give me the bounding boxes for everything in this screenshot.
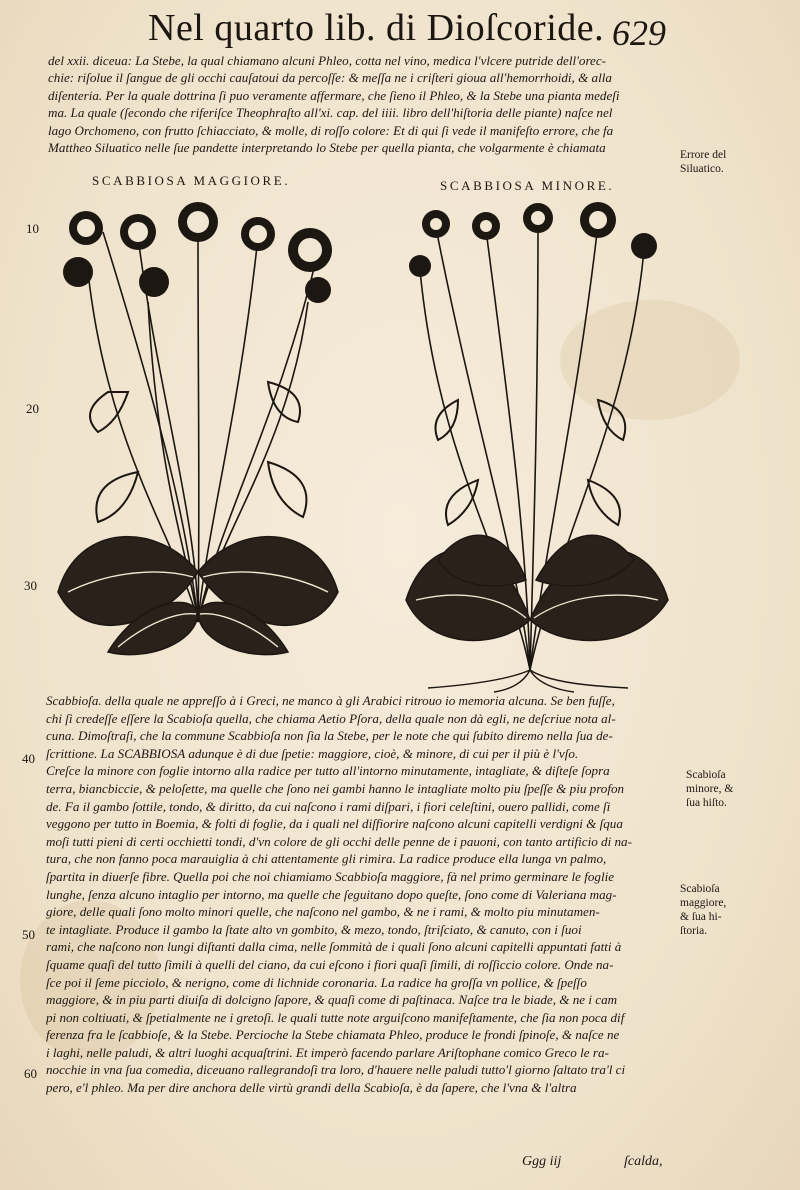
woodcut-scabbiosa-maggiore [48, 192, 348, 664]
text-line: i laghi, nelle paludi, & altri luoghi acquaſtrini. Et imperò facendo parlare Ariſtophane comico Greco le ra- [46, 1044, 609, 1060]
line-number: 30 [24, 578, 37, 593]
margin-note-line: ſua hiſto. [686, 797, 727, 809]
text-line: chi ſi credeſſe eſſere la Scabioſa quella, che chiama Aetio Pſora, della quale non dà egli, ne deſcriue nota al- [46, 710, 616, 726]
text-line: cuna. Dimoſtraſi, che la commune Scabbioſa non ſia la Stebe, per le note che qui ſubito diremo nella ſua de- [46, 728, 613, 744]
margin-note-line: Siluatico. [680, 163, 724, 175]
margin-note-line: Errore del [680, 149, 727, 161]
text-line: ſcrittione. La SCABBIOSA adunque è di due ſpetie: maggiore, cioè, & minore, di cui per il più è l'vſo. [46, 745, 579, 761]
margin-note-errore [680, 148, 726, 176]
line-number: 60 [24, 1066, 37, 1081]
text-line: tura, che non fanno poca marauiglia à chi attentamente gli rimira. La radice produce ella lunga vn palmo, [46, 851, 607, 867]
margin-note-scabiosa-maggiore [680, 882, 726, 938]
text-line: del xxii. diceua: La Stebe, la qual chiamano alcuni Phleo, cotta nel vino, medica l'vlcere putride dell'orec- [48, 53, 607, 68]
text-line: ſquame quaſi del tutto ſimili à quelli del ciano, da cui eſcono i fiori quaſi ſimili, di roſſiccio colore. Onde na- [46, 956, 614, 972]
line-number: 20 [26, 401, 39, 416]
running-head-title: Nel quarto lib. di Dioſcoride. [148, 7, 605, 49]
text-line: ſpartita in diuerſe fibre. Quella poi che noi chiamiamo Scabbioſa maggiore, fà nel primo germinare le foglie [46, 868, 615, 884]
margin-note-line: ſtoria. [680, 925, 708, 937]
text-line: Scabbioſa. della quale ne appreſſo à i Greci, ne manco à gli Arabici ritrouo io memoria alcuna. Se ben fuſſe, [46, 693, 615, 708]
signature-mark: Ggg iij [522, 1154, 562, 1169]
text-line: Mattheo Siluatico nelle ſue pandette interpretando lo Stebe per quella pianta, che volgarmente è chiamata [48, 140, 606, 156]
plate-caption-right: SCABBIOSA MINORE. [440, 178, 615, 193]
woodcut-scabbiosa-minore [398, 200, 676, 694]
catchword: ſcalda, [624, 1154, 663, 1169]
text-line: pero, e'l phleo. Ma per dire anchora delle virtù grandi della Scabioſa, è da ſapere, che l'vna & l'altra [46, 1080, 577, 1096]
text-line: veggono per tutto in Boemia, & folti di foglie, da i quali nel diſfiorire naſcono alcuni capitelli verdigni & ſqua [46, 816, 623, 832]
margin-note-line: maggiore, [680, 897, 727, 909]
margin-note-line: Scabioſa [680, 883, 720, 895]
text-line: lunghe, ſenza alcuno intaglio per intorno, ma quelle che ſeguitano dopo queſte, ſono come di Valeriana mag- [46, 886, 617, 902]
line-number: 40 [22, 751, 35, 766]
text-line: de. Fa il gambo ſottile, tondo, & diritto, da cui naſcono i rami diſpari, i fiori celeſtini, ouero pallidi, come ſi [46, 798, 611, 814]
line-number: 50 [22, 927, 35, 942]
top-paragraph [48, 52, 676, 156]
text-line: te intagliate. Produce il gambo la ſtate alto vn gombito, & mezo, tondo, ſtriſciato, & canuto, con i ſuoi [46, 921, 582, 937]
text-line: lago Orchomeno, con frutto ſchiacciato, & molle, di roſſo colore: Et di qui ſi vede il manifeſto errore, che fa [48, 122, 614, 138]
plate-caption-left: SCABBIOSA MAGGIORE. [92, 173, 291, 188]
margin-note-line: Scabioſa [686, 769, 726, 781]
text-line: terra, biancbiccie, & peloſette, ma quelle che ſono nei gambi hanno le intagliate molto piu ſpeſſe & piu profon [46, 780, 625, 796]
text-line: maggiore, & in piu parti diuiſa di dolcigno ſapore, & quaſi come di paſtinaca. Naſce tra le biade, & ne i cam [46, 992, 618, 1008]
text-line: ma. La quale (ſecondo che riferiſce Theophraſto all'xi. cap. del iiii. libro dell'hiſtoria delle piante) naſce nel [48, 105, 613, 121]
margin-note-scabiosa-minore [686, 768, 733, 810]
text-line: giore, delle quali ſono molto minori quelle, che naſcono nel gambo, & ne i rami, & molto piu minutamen- [46, 904, 600, 920]
text-line: rami, che naſcono non lungi diſtanti dalla cima, nelle ſommità de i quali ſono alcuni capitelli appuntati fatti à [46, 939, 622, 955]
text-line: diſenteria. Per la quale dottrina ſi puo veramente affermare, che ſieno il Phleo, & la Stebe una pianta medeſi [48, 87, 620, 103]
text-line: pi non coltiuati, & ſpetialmente ne i gretoſi. le quali tutte note arguiſcono manifeſtamente, che ſia non poca dif [46, 1009, 625, 1025]
text-line: moſi tutti pieni di certi occhietti tondi, d'vn colore de gli occhi delle penne de i pauoni, con tanto artificio di na- [46, 833, 632, 849]
text-line: nocchie in vna ſua comedia, diceuano rallegrandoſi tra loro, d'hauere nelle paludi tutto'l giorno ſaltato tra'l ci [46, 1062, 626, 1078]
text-line: ferenza fra le ſcabbioſe, & la Stebe. Percioche la Stebe chiamata Phleo, produce le frondi ſpinoſe, & naſce ne [46, 1027, 620, 1043]
line-number: 10 [26, 221, 39, 236]
page-number: 629 [612, 13, 666, 53]
text-line: Creſce la minore con foglie intorno alla radice per tutto all'intorno minutamente, intagliate, & diſteſe ſopra [46, 763, 610, 779]
margin-note-line: minore, & [686, 783, 734, 795]
margin-note-line: & ſua hi- [680, 911, 722, 923]
text-line: chie: riſolue il ſangue de gli occhi cauſatoui da percoſſe: & meſſa ne i criſteri gioua all'hemorrhoidi, & alla [48, 70, 612, 86]
text-line: ſce poi il ſeme picciolo, & nerigno, come di lichnide coronaria. La radice ha groſſa vn pollice, & ſpeſſo [46, 974, 587, 990]
bottom-paragraph [46, 692, 680, 1097]
